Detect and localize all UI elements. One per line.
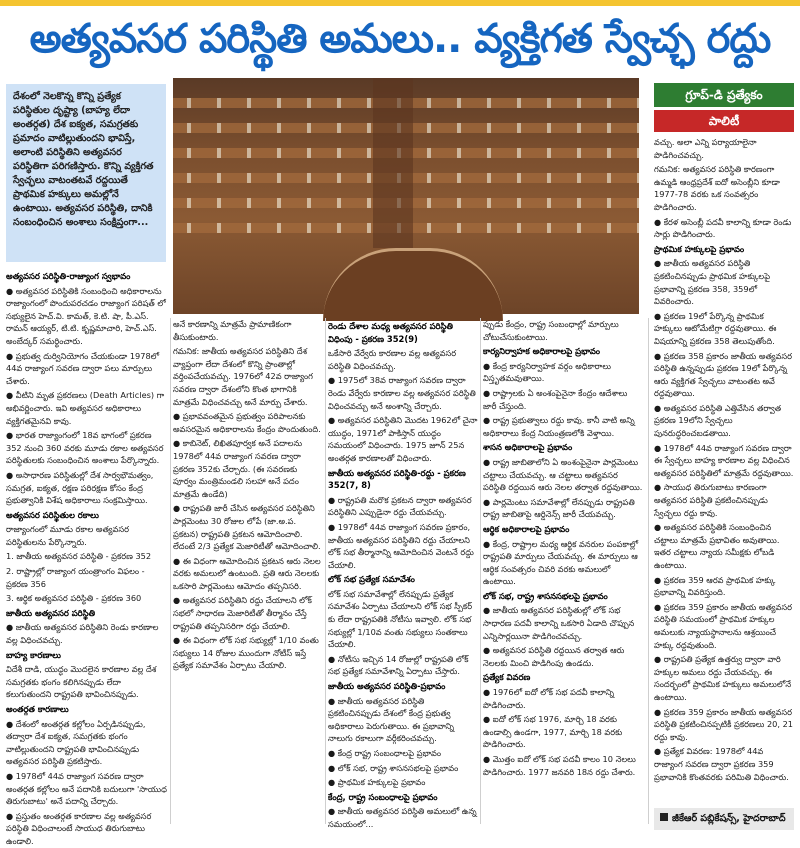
paragraph: ● అత్యవసర పరిస్థితికి సంబంధించి అధికారాలను రాజ్యాంగంలో పొందుపరచడం రాజ్యాంగ పరిషత్ లో సభ్యులైన హెచ్.వి. కామత్, కె.టి. షా, పీ.ఎస్. రామన్ ఆయ్యర్, టి.టి. కృష్ణమాచారి, హెచ్.ఎస్. అంబేద్కర్ సమర్థించారు.	[6, 285, 166, 346]
paragraph: అనే కారణాన్ని మాత్రమే ప్రామాణికంగా తీసుకుంటారు.	[173, 319, 292, 342]
section-heading: లోక్ సభ ప్రత్యేక సమావేశం	[328, 574, 415, 585]
paragraph: ● మొత్తం ఐదో లోక్ సభ పదవీ కాలం 10 నెలలు పొడిగించారు. 1977 జనవరి 18న రద్దు చేశారు.	[483, 754, 636, 777]
paragraph: ● ప్రత్యేక వివరణ: 1978లో 44వ రాజ్యాంగ సవరణ ద్వారా ప్రకరణ 359 ప్రభావానికి కొంతవరకు పరిమితి విధించారు.	[654, 746, 789, 782]
section-heading: రెండు దేశాల మధ్య అత్యవసర పరిస్థితి విధింపు - ప్రకరణ 352(9)	[328, 321, 453, 344]
paragraph: వచ్చు. అలా ఎన్ని పర్యాయాలైనా పొడిగించవచ్చు.	[654, 137, 757, 160]
paragraph: ● ప్రభావవంతమైన ప్రభుత్వం పరిపాలనకు అవసరమైన అధికారాలను కేంద్రం పొందుతుంది.	[173, 411, 321, 434]
paragraph: ● అత్యవసర పరిస్థితిని రద్దు చేయాలని లోక్ సభలో సాధారణ మెజారిటీతో తీర్మానం చేస్తే రాష్ట్రపతి తప్పనిసరిగా రద్దు చేయాలి.	[173, 595, 312, 631]
paragraph: ● 1978లో 44వ రాజ్యాంగ సవరణ ప్రకారం, జాతీయ అత్యవసర పరిస్థితిని రద్దు చేయాలని లోక్ సభ తీర్మానాన్ని ఆమోదించిన వెంటనే రద్దు చేయాలి.	[328, 521, 474, 570]
paragraph: 3. ఆర్థిక అత్యవసర పరిస్థితి - ప్రకరణ 360	[6, 593, 142, 604]
paragraph: గమనిక: అత్యవసర పరిస్థితి కారణంగా ఉమ్మడి ఆంధ్రప్రదేశ్ ఐదో అసెంబ్లీని కూడా 1977-78 వరకు ఒక సంవత్సరం పొడిగించారు.	[654, 164, 780, 212]
paragraph: ● కాబినెట్, లిఖితపూర్వక అనే పదాలను 1978లో 44వ రాజ్యాంగ సవరణ ద్వారా ప్రకరణ 352కు చేర్చారు. (ఈ సవరణకు పూర్వం మంత్రిమండలి సలహా అనే పదం మాత్రమే ఉండేది)	[173, 438, 303, 499]
paragraph: ● 1978లో 44వ రాజ్యాంగ సవరణ ద్వారా ఈ స్వేచ్ఛలు బాహ్య కారణాల వల్ల విధించిన అత్యవసర పరిస్థితిలో మాత్రమే రద్దవుతాయి.	[654, 442, 794, 478]
paragraph: ● అత్యవసర పరిస్థితికి సంబంధించిన చట్టాలు మాత్రమే ప్రభావితం అవుతాయి. ఇతర చట్టాలు న్యాయ సమీక్షకు లోబడి ఉంటాయి.	[654, 522, 780, 570]
paragraph: ● అసాధారణ పరిస్థితుల్లో దేశ సార్వభౌమత్వం, సమగ్రత, ఐక్యత, రక్షణ పరిరక్షణ కోసం కేంద్ర ప్రభుత్వానికి విశేష అధికారాలు సంక్రమిస్తాయి.	[6, 469, 154, 506]
page-headline: అత్యవసర పరిస్థితి అమలు.. వ్యక్తిగత స్వేచ్ఛ రద్దు	[29, 16, 771, 62]
paragraph: ● జాతీయ అత్యవసర పరిస్థితి అమలులో ఉన్న సమయంలో...	[328, 806, 477, 829]
section-heading: శాసన అధికారాలపై ప్రభావం	[483, 442, 573, 453]
section-heading: లోక్ సభ, రాష్ట్ర శాసనసభలపై ప్రభావం	[483, 590, 608, 601]
paragraph: ● 1978లో 44వ రాజ్యాంగ సవరణ ద్వారా అంతర్గత కల్లోలం అనే పదానికి బదులుగా 'సాయుధ తిరుగుబాటు' అనే పదాన్ని చేర్చారు.	[6, 770, 167, 807]
paragraph: ● రాష్ట్రాలకు ఏ అంశంపైనైనా కేంద్రం ఆదేశాలు జారీ చేస్తుంది.	[483, 387, 628, 411]
paragraph: ● రాష్ట్రపతి జారీ చేసిన అత్యవసర పరిస్థితిని పార్లమెంటు 30 రోజుల లోపే (జా.అ.ప. ప్రకటన) రాష్ట్రపతి ప్రకటన ఆమోదించాలి. లేదంటే 2/3 ప్రత్యేక మెజారిటీతో ఆమోదించాలి.	[173, 503, 321, 552]
paragraph: ● జాతీయ అత్యవసర పరిస్థితి ప్రకటించినప్పుడు దేశంలో కేంద్ర ప్రభుత్వ అధికారాలు పెరుగుతాయి. ఈ ప్రభావాన్ని నాలుగు రకాలుగా వర్గీకరించవచ్చు.	[328, 695, 455, 744]
publisher-credit-text: జీకేఆర్ పబ్లికేషన్స్, హైదరాబాద్	[672, 813, 786, 824]
paragraph: ● ప్రభుత్వ దుర్వినియోగం చేయకుండా 1978లో 44వ రాజ్యాంగ సవరణ ద్వారా పలు మార్పులు చేశారు.	[6, 350, 160, 386]
paragraph: ● జాతీయ అత్యవసర పరిస్థితుల్లో లోక్ సభ సాధారణ పదవీ కాలాన్ని ఒకసారి ఏడాది చొప్పున ఎన్నిసార్లయినా పొడిగించవచ్చు.	[483, 605, 635, 641]
paragraph: ● ఐదో లోక్ సభ 1976, మార్చి 18 వరకు ఉండాల్సి ఉండగా, 1977, మార్చి 18 వరకు పొడిగించారు.	[483, 714, 623, 750]
section-heading: బాహ్య కారణాలు	[6, 649, 61, 660]
paragraph: ● పార్లమెంటు సమావేశాల్లో లేనప్పుడు రాష్ట్రపతి రాష్ట్ర జాబితాపై ఆర్డినెన్స్ జారీ చేయవచ్చు.	[483, 496, 635, 520]
paragraph: 1. జాతీయ అత్యవసర పరిస్థితి - ప్రకరణ 352	[6, 551, 152, 562]
bullet-icon	[660, 813, 668, 821]
paragraph: ● ఈ విధంగా ఆమోదించిన ప్రకటన ఆరు నెలల వరకు అమలులో ఉంటుంది. ప్రతి ఆరు నెలలకు ఒకసారి పార్లమెంటు ఆమోదం తప్పనిసరి.	[173, 555, 321, 591]
paragraph: ● ప్రస్తుతం అంతర్గత కారణాల వల్ల అత్యవసర పరిస్థితి విధించాలంటే సాయుధ తిరుగుబాటు ఉండాలి.	[6, 810, 152, 846]
paragraph: ● లోక్ సభ, రాష్ట్ర శాసనసభలపై ప్రభావం	[328, 762, 459, 773]
paragraph: ● ఈ విధంగా లోక్ సభ సభ్యుల్లో 1/10 వంతు సభ్యులు 14 రోజుల ముందుగా నోటీస్ ఇస్తే ప్రత్యేక సమావేశం ఏర్పాటు చేయాలి.	[173, 635, 319, 671]
paragraph: ● ప్రాథమిక హక్కులపై ప్రభావం	[328, 777, 426, 788]
paragraph: ● వీటిని మృత ప్రకరణలు (Death Articles) గా అభివర్ణించారు. ఇవి అత్యవసర అధికారాలు వ్యక్తిగతమైనవి కావు.	[6, 390, 165, 426]
section-heading: కార్యనిర్వాహక అధికారాలపై ప్రభావం	[483, 346, 601, 357]
paragraph: ● ప్రకరణ 19లో పేర్కొన్న ప్రాథమిక హక్కులు ఆటోమేటిగ్గా రద్దవుతాయి. ఈ విషయాన్ని ప్రకరణ 358 తెలుపుతోంది.	[654, 310, 777, 346]
paragraph: ● అత్యవసర పరిస్థితి ఎత్తివేసిన తర్వాత ప్రకరణ 19లోని స్వేచ్ఛలు పునరుద్ధరించబడతాయి.	[654, 402, 782, 439]
section-heading: జాతీయ అత్యవసర పరిస్థితి-ప్రభావం	[328, 681, 446, 692]
paragraph: ● అత్యవసర పరిస్థితి రద్దయిన తర్వాత ఆరు నెలలకు మించి పొడిగింపు ఉండదు.	[483, 645, 625, 668]
section-heading: అత్యవసర పరిస్థితి-రాజ్యాంగ స్వభావం	[6, 271, 131, 281]
article-column-2	[173, 318, 323, 824]
paragraph: లోక్ సభ సమావేశాల్లో లేనప్పుడు ప్రత్యేక సమావేశం ఏర్పాటు చేయాలని లోక్ సభ స్పీకర్ కు లేదా రాష్ట్రపతికి నోటీసు ఇవ్వాలి. లోక్ సభ సభ్యుల్లో 1/10వ వంతు సభ్యులు సంతకాలు చేయాలి.	[328, 588, 473, 650]
section-heading: ప్రత్యేక వివరణ	[483, 672, 531, 683]
paragraph: ● నోటీసు ఇచ్చిన 14 రోజుల్లో రాష్ట్రపతి లోక్ సభ ప్రత్యేక సమావేశాన్ని ఏర్పాటు చేస్తారు.	[328, 653, 469, 677]
paragraph: ● రాష్ట్ర ప్రభుత్వాలు రద్దు కావు. కానీ వాటి అన్ని అధికారాలు కేంద్ర నియంత్రణలోకి వెళ్తాయి.	[483, 415, 635, 438]
paragraph: విదేశీ దాడి, యుద్ధం మొదలైన కారణాల వల్ల దేశ సమగ్రతకు భంగం కలిగినప్పుడు లేదా కలుగుతుందని రాష్ట్రపతి భావించినప్పుడు.	[6, 664, 157, 700]
paragraph: 2. రాష్ట్రాల్లో రాజ్యాంగ యంత్రాంగం విఫలం - ప్రకరణ 356	[6, 566, 145, 589]
paragraph: ● రాష్ట్ర జాబితాలోని ఏ అంశంపైనైనా పార్లమెంటు చట్టాలు చేయవచ్చు. ఆ చట్టాలు అత్యవసర పరిస్థితి రద్దయిన ఆరు నెలల తర్వాత రద్దవుతాయి.	[483, 456, 643, 493]
paragraph: ● కేంద్ర రాష్ట్ర సంబంధాలపై ప్రభావం	[328, 748, 441, 758]
top-accent-bar	[0, 0, 800, 6]
article-column-4	[483, 318, 643, 824]
section-heading: కేంద్ర, రాష్ట్ర సంబంధాలపై ప్రభావం	[328, 791, 438, 802]
paragraph: ● ప్రకరణ 358 ప్రకారం జాతీయ అత్యవసర పరిస్థితి ఉన్నప్పుడు ప్రకరణ 19లో పేర్కొన్న ఆరు వ్యక్తిగత స్వేచ్ఛలు వాటంతట అవే రద్దవుతాయి.	[654, 350, 792, 399]
paragraph: ● దేశంలో అంతర్గత కల్లోలం ఏర్పడినప్పుడు, తద్వారా దేశ ఐక్యత, సమగ్రతకు భంగం వాటిల్లుతుందని రాష్ట్రపతి భావించినప్పుడు అత్యవసర పరిస్థితి ప్రకటిస్తారు.	[6, 718, 146, 767]
paragraph: రాజ్యాంగంలో మూడు రకాల అత్యవసర పరిస్థితులను పేర్కొన్నారు.	[6, 524, 129, 547]
article-column-5	[654, 136, 794, 802]
section-heading: అత్యవసర పరిస్థితుల రకాలు	[6, 509, 99, 520]
paragraph: ప్పుడు కేంద్రం, రాష్ట్ర సంబంధాల్లో మార్పులు చోటుచేసుకుంటాయి.	[483, 319, 619, 342]
paragraph: ● 1976లో ఐదో లోక్ సభ పదవీ కాలాన్ని పొడిగించారు.	[483, 687, 615, 710]
paragraph: ఒకేసారి వేర్వేరు కారణాల వల్ల అత్యవసర పరిస్థితి విధించవచ్చు.	[328, 348, 457, 371]
intro-box: దేశంలో నెలకొన్న కొన్ని ప్రత్యేక పరిస్థితుల దృష్ట్యా (బాహ్య లేదా అంతర్గత) దేశ ఐక్యత, సమగ్రతకు ప్రమాదం వాటిల్లుతుందని భావిస్తే, అలాంటి పరిస్థితిని అత్యవసర పరిస్థితిగా పరిగణిస్తారు. కొన్ని వ్యక్తిగత స్వేచ్ఛలు వాటంతటవే రద్దయితే ప్రాథమిక హక్కులు అమల్లోనే ఉంటాయి. అత్యవసర పరిస్థితి, దానికి సంబంధించిన అంశాలు సంక్షిప్తంగా...	[6, 84, 166, 262]
paragraph: ● కేరళ అసెంబ్లీ పదవీ కాలాన్ని కూడా రెండు సార్లు పొడిగించారు.	[654, 216, 792, 240]
publisher-credit	[654, 808, 794, 830]
subject-label: పాలిటీ	[654, 110, 794, 132]
section-heading: జాతీయ అత్యవసర పరిస్థితి	[6, 607, 96, 618]
paragraph: ● అత్యవసర పరిస్థితిని మొదట 1962లో చైనా యుద్ధం, 1971లో పాకిస్తాన్ యుద్ధం సమయంలో విధించారు. 1975 జూన్ 25న అంతర్గత కారణాలతో విధించారు.	[328, 415, 478, 463]
paragraph: ● 1975లో 38వ రాజ్యాంగ సవరణ ద్వారా రెండు వేర్వేరు కారణాల వల్ల అత్యవసర పరిస్థితి విధించవచ్చు అనే అంశాన్ని చేర్చారు.	[328, 375, 476, 411]
paragraph: ● రాష్ట్రపతి మరొక ప్రకటన ద్వారా అత్యవసర పరిస్థితిని ఎప్పుడైనా రద్దు చేయవచ్చు.	[328, 494, 472, 518]
paragraph: ● భారత రాజ్యాంగంలో 18వ భాగంలో ప్రకరణ 352 నుంచి 360 వరకు మూడు రకాల అత్యవసర పరిస్థితులకు సంబంధించిన అంశాలు పేర్కొన్నారు.	[6, 430, 164, 466]
paragraph: ● కేంద్ర, రాష్ట్రాల మధ్య ఆర్థిక వనరుల పంపకాల్లో రాష్ట్రపతి మార్పులు చేయవచ్చు. ఈ మార్పులు ఆ ఆర్థిక సంవత్సరం చివరి వరకు అమలులో ఉంటాయి.	[483, 538, 639, 587]
parliament-photo	[173, 78, 639, 314]
section-heading: ప్రాథమిక హక్కులపై ప్రభావం	[654, 243, 745, 254]
paragraph: ● ప్రకరణ 359 ప్రకారం జాతీయ అత్యవసర పరిస్థితి ప్రకటించినప్పటికీ ప్రకరణలు 20, 21 రద్దు కావు.	[654, 706, 793, 742]
group-label: గ్రూప్-డి ప్రత్యేకం	[654, 83, 794, 107]
article-column-3	[328, 318, 478, 829]
section-heading: ఆర్థిక అధికారాలపై ప్రభావం	[483, 523, 570, 534]
section-heading: జాతీయ అత్యవసర పరిస్థితి-రద్దు - ప్రకరణ 352(7, 8)	[328, 467, 466, 491]
paragraph: ● రాష్ట్రపతి ప్రత్యేక ఉత్తర్వు ద్వారా వారి హక్కుల అమలు రద్దు చేయవచ్చు. ఈ సందర్భంలో ప్రాథమిక హక్కులు అమలులోనే ఉంటాయి.	[654, 654, 792, 702]
paragraph: ● ప్రకరణ 359 ప్రకారం జాతీయ అత్యవసర పరిస్థితి సమయంలో ప్రాథమిక హక్కుల అమలుకు న్యాయస్థానాలను ఆశ్రయించే హక్కు రద్దవుతుంది.	[654, 601, 792, 650]
paragraph: ● కేంద్ర కార్యనిర్వాహక వర్గం అధికారాలు విస్తృతమవుతాయి.	[483, 360, 611, 384]
paragraph: ● ప్రకరణ 359 ఆరవ ప్రాథమిక హక్కు ప్రభావాన్ని వివరిస్తుంది.	[654, 574, 776, 598]
paragraph: ● జాతీయ అత్యవసర పరిస్థితి ప్రకటించినప్పుడు ప్రాథమిక హక్కులపై ప్రభావాన్ని ప్రకరణ 358, 359లో వివరించారు.	[654, 258, 771, 307]
paragraph: గమనిక: జాతీయ అత్యవసర పరిస్థితిని దేశ వ్యాప్తంగా లేదా దేశంలో కొన్ని ప్రాంతాల్లో వర్తింపచేయవచ్చు. 1976లో 42వ రాజ్యాంగ సవరణ ద్వారా దేశంలోని కొంత భాగానికి మాత్రమే విధించవచ్చు అనే మార్పు చేశారు.	[173, 346, 313, 407]
paragraph: ● సాయుధ తిరుగుబాటు కారణంగా అత్యవసర పరిస్థితి ప్రకటించినప్పుడు స్వేచ్ఛలు రద్దు కావు.	[654, 482, 768, 518]
article-column-1	[6, 268, 168, 846]
section-heading: అంతర్గత కారణాలు	[6, 704, 69, 714]
paragraph: ● జాతీయ అత్యవసర పరిస్థితిని రెండు కారణాల వల్ల విధించవచ్చు.	[6, 622, 159, 646]
